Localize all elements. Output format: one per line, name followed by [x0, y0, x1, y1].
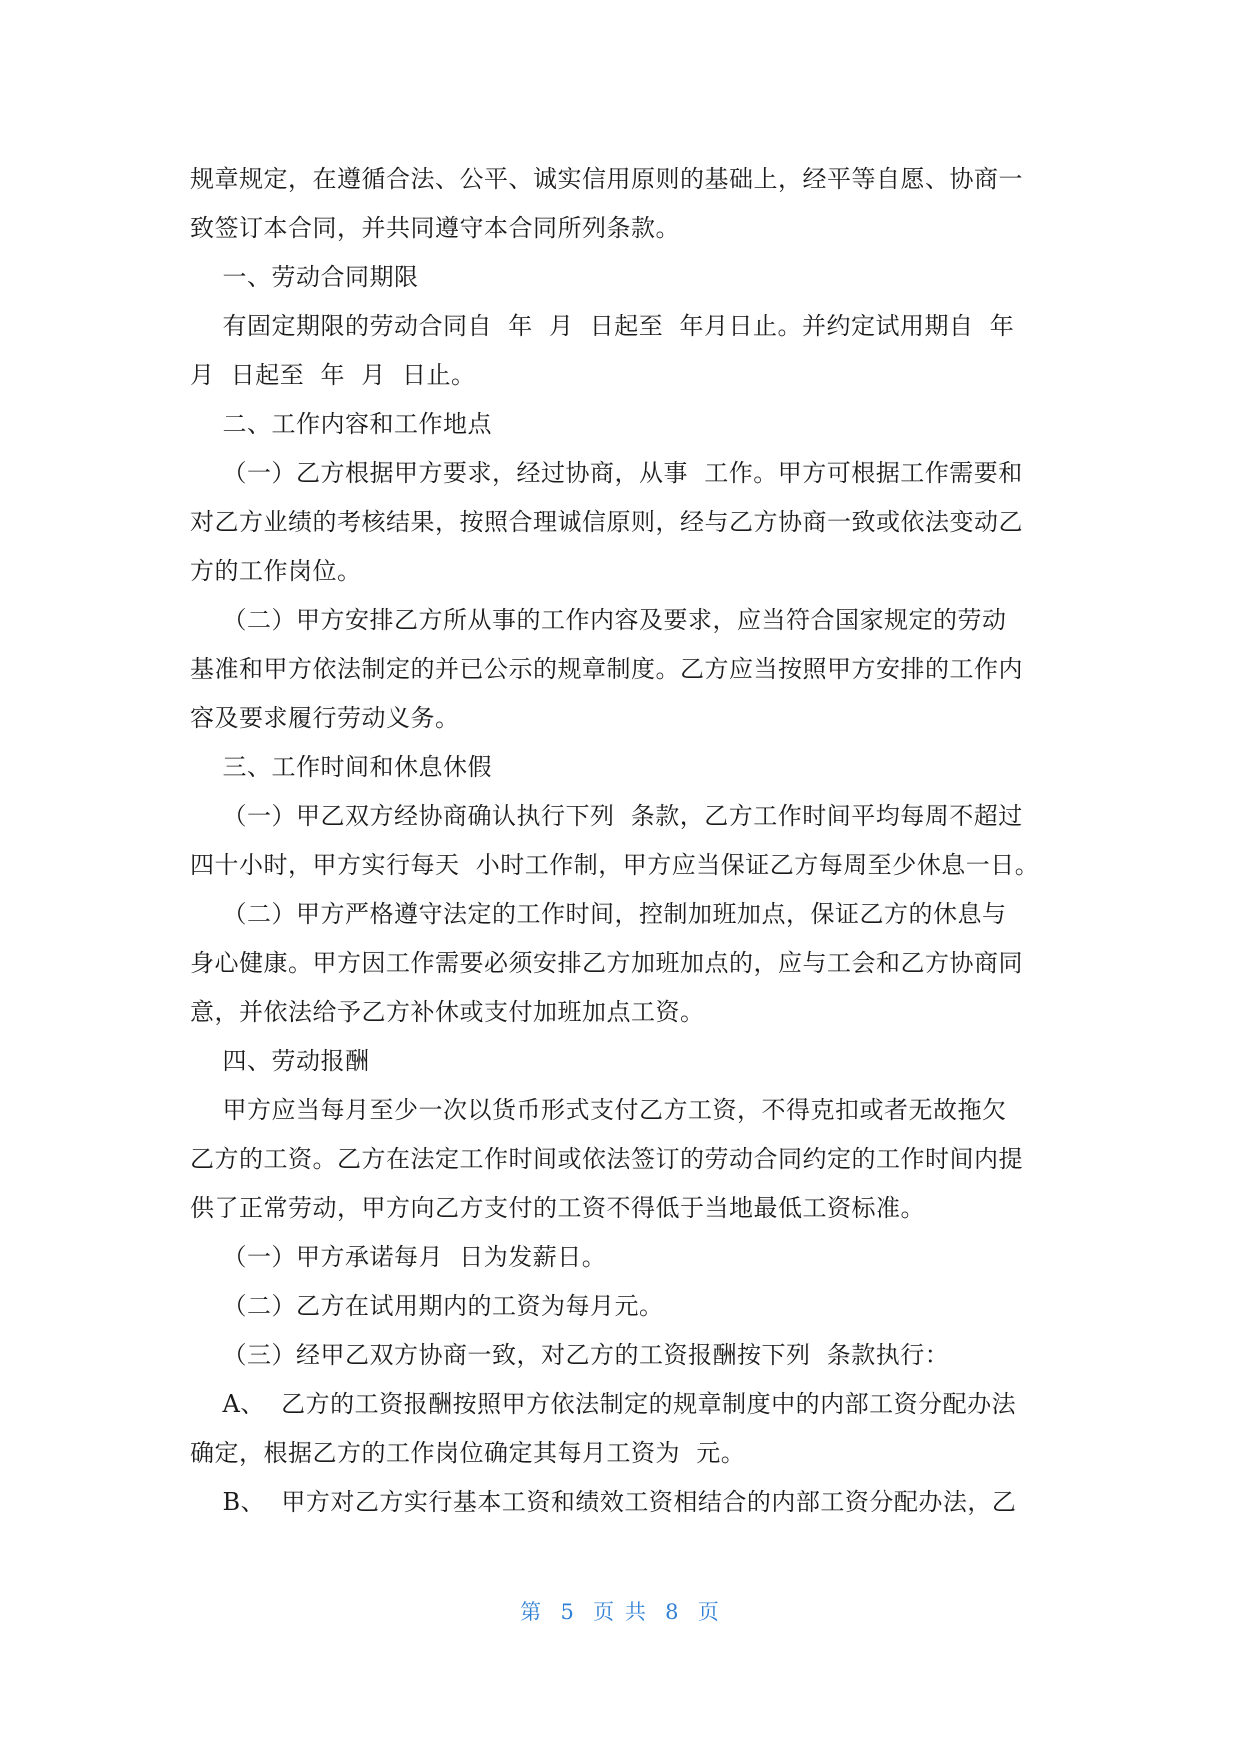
text-line: 确定，根据乙方的工作岗位确定其每月工资为 元。 [190, 1439, 746, 1467]
text-line: （三）经甲乙双方协商一致，对乙方的工资报酬按下列 条款执行： [190, 1341, 950, 1369]
section-heading: 三、工作时间和休息休假 [190, 753, 493, 781]
section-heading: 二、工作内容和工作地点 [190, 410, 493, 438]
text-line: 供了正常劳动，甲方向乙方支付的工资不得低于当地最低工资标准。 [190, 1194, 925, 1222]
section-heading: 四、劳动报酬 [190, 1047, 370, 1075]
text-line: 容及要求履行劳动义务。 [190, 704, 460, 732]
text-line: 意，并依法给予乙方补休或支付加班加点工资。 [190, 998, 705, 1026]
text-line: （二）乙方在试用期内的工资为每月元。 [190, 1292, 664, 1320]
text-line: 月 日起至 年 月 日止。 [190, 361, 476, 389]
document-body [190, 155, 1050, 1527]
text-line: 对乙方业绩的考核结果，按照合理诚信原则，经与乙方协商一致或依法变动乙 [190, 508, 1023, 536]
text-line: （一）乙方根据甲方要求，经过协商，从事 工作。甲方可根据工作需要和 [190, 459, 1023, 487]
section-heading: 一、劳动合同期限 [190, 263, 419, 291]
text-line: B、 甲方对乙方实行基本工资和绩效工资相结合的内部工资分配办法，乙 [190, 1488, 1017, 1516]
text-line: （二）甲方严格遵守法定的工作时间，控制加班加点，保证乙方的休息与 [190, 900, 1007, 928]
text-line: 四十小时，甲方实行每天 小时工作制，甲方应当保证乙方每周至少休息一日。 [190, 851, 1040, 879]
text-line: （一）甲乙双方经协商确认执行下列 条款，乙方工作时间平均每周不超过 [190, 802, 1023, 830]
text-line: （二）甲方安排乙方所从事的工作内容及要求，应当符合国家规定的劳动 [190, 606, 1007, 634]
text-line: 基准和甲方依法制定的并已公示的规章制度。乙方应当按照甲方安排的工作内 [190, 655, 1023, 683]
text-line: A、 乙方的工资报酬按照甲方依法制定的规章制度中的内部工资分配办法 [190, 1390, 1017, 1418]
text-line: 有固定期限的劳动合同自 年 月 日起至 年月日止。并约定试用期自 年 [190, 312, 1015, 340]
text-line: 方的工作岗位。 [190, 557, 362, 585]
text-line: 规章规定，在遵循合法、公平、诚实信用原则的基础上，经平等自愿、协商一 [190, 165, 1023, 193]
text-line: 甲方应当每月至少一次以货币形式支付乙方工资，不得克扣或者无故拖欠 [190, 1096, 1007, 1124]
page-number-footer: 第 5 页 共 8 页 [520, 1600, 721, 1624]
text-line: （一）甲方承诺每月 日为发薪日。 [190, 1243, 607, 1271]
text-line: 致签订本合同，并共同遵守本合同所列条款。 [190, 214, 680, 242]
text-line: 身心健康。甲方因工作需要必须安排乙方加班加点的，应与工会和乙方协商同 [190, 949, 1023, 977]
text-line: 乙方的工资。乙方在法定工作时间或依法签订的劳动合同约定的工作时间内提 [190, 1145, 1023, 1173]
